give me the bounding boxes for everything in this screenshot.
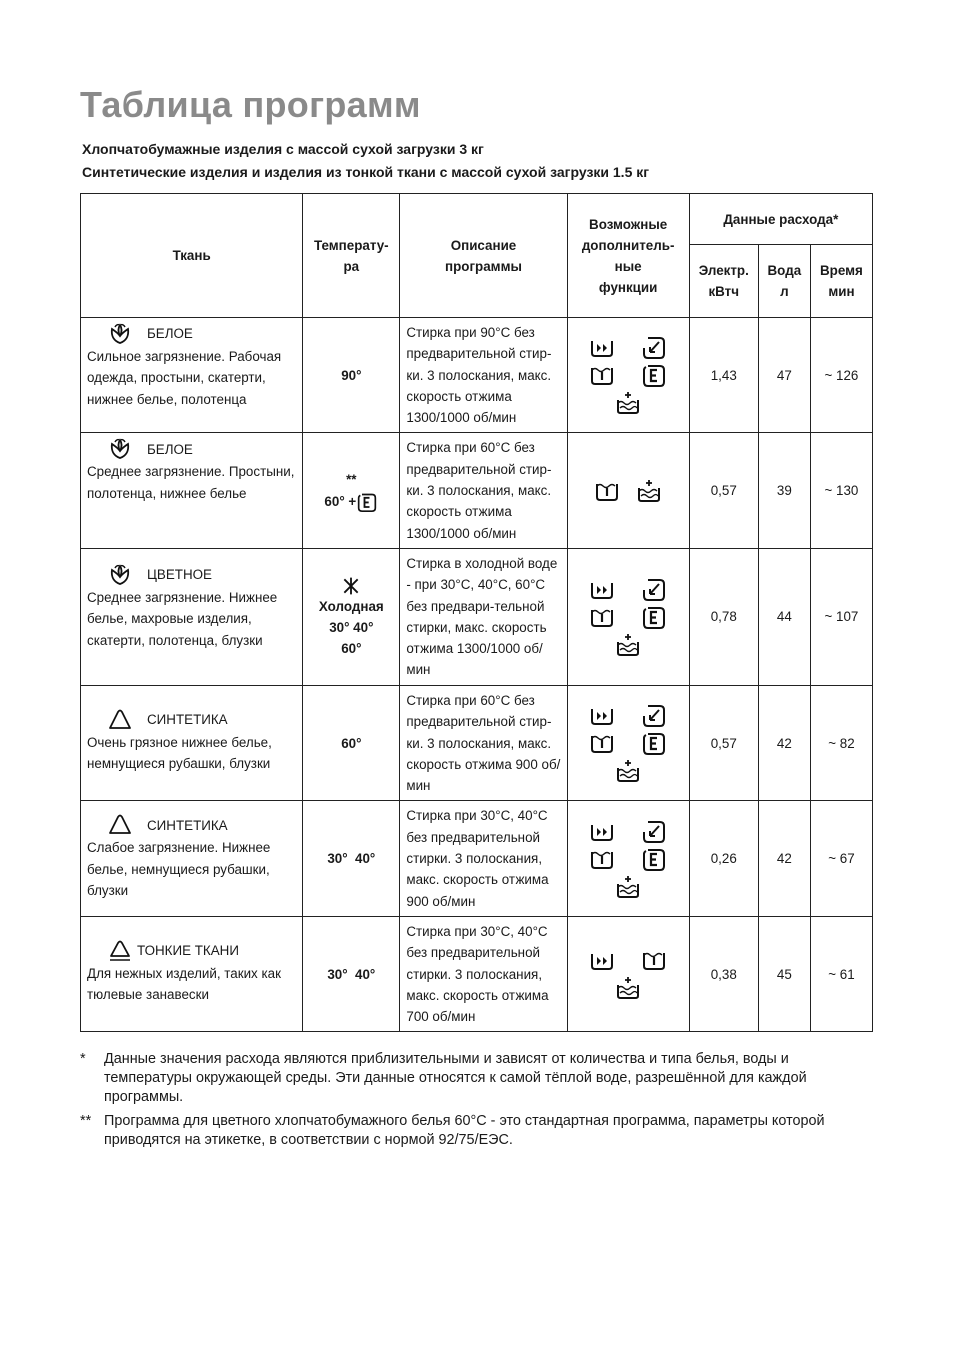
fabric-name: ЦВЕТНОЕ [147, 567, 212, 583]
water-cell: 47 [758, 318, 810, 433]
fabric-desc: Очень грязное нижнее белье, немнущиеся рубашки, блузки [87, 734, 272, 772]
water-cell: 42 [758, 685, 810, 800]
header-description: Описание программы [400, 194, 567, 318]
synthetic-iron-icon [107, 708, 133, 732]
fabric-desc: Сильное загрязнение. Рабочая одежда, простыни, скатерти, нижнее белье, полотенца [87, 349, 282, 407]
temperature-cell: 30° 40° [303, 916, 400, 1031]
prewash-icon [589, 363, 615, 387]
header-consumption: Данные расхода* [689, 194, 872, 245]
fabric-cell [81, 801, 303, 916]
programs-table [80, 193, 873, 1032]
energy-cell: 0,78 [689, 548, 758, 685]
temperature-line: 30° 40° [329, 620, 374, 636]
prewash-icon [589, 605, 615, 629]
temperature-cell [303, 433, 400, 548]
time-cell: ~ 61 [810, 916, 872, 1031]
table-row [81, 916, 873, 1031]
page-title: Таблица программ [80, 84, 421, 125]
delicate-icon [107, 939, 133, 963]
description-cell: Стирка при 90°C без предварительной стир-ки. 3 полоскания, макс. скорость отжима 1300/1000 об/мин [400, 318, 567, 433]
extra-rinse-icon [615, 759, 641, 783]
footnote-mark: ** [80, 1113, 92, 1129]
table-row [81, 685, 873, 800]
temperature-note: ** [346, 472, 357, 488]
temperature-cell: 90° [303, 318, 400, 433]
reduced-spin-icon [641, 819, 667, 843]
quick-wash-icon [589, 577, 615, 601]
economy-icon [641, 605, 667, 629]
prewash-icon [589, 847, 615, 871]
prewash-icon [641, 948, 667, 972]
fabric-desc: Слабое загрязнение. Нижнее белье, немнущиеся рубашки, блузки [87, 840, 271, 899]
extra-rinse-icon [615, 875, 641, 899]
time-cell: ~ 82 [810, 685, 872, 800]
header-energy: Электр. кВтч [689, 245, 758, 318]
fabric-cell [81, 548, 303, 685]
footnote-mark: * [80, 1051, 86, 1067]
extra-rinse-icon [615, 633, 641, 657]
energy-cell: 0,38 [689, 916, 758, 1031]
time-cell: ~ 67 [810, 801, 872, 916]
cotton-flower-icon [107, 563, 133, 587]
header-time: Время мин [810, 245, 872, 318]
subtitle-synthetic: Синтетические изделия и изделия из тонкой ткани с массой сухой загрузки 1.5 кг [82, 164, 650, 180]
temperature-line: Холодная [318, 598, 384, 614]
description-cell: Стирка при 30°C, 40°C без предварительной стирки. 3 полоскания, макс. скорость отжима 900 об/мин [400, 801, 567, 916]
time-cell: ~ 107 [810, 548, 872, 685]
temperature-value: 60° + [324, 493, 357, 509]
extra-rinse-icon [636, 479, 662, 503]
extra-rinse-icon [615, 976, 641, 1000]
cotton-flower-icon [107, 437, 133, 461]
options-cell [567, 318, 689, 433]
time-cell: ~ 130 [810, 433, 872, 548]
time-cell: ~ 126 [810, 318, 872, 433]
water-cell: 45 [758, 916, 810, 1031]
fabric-name: СИНТЕТИКА [147, 817, 228, 833]
fabric-desc: Для нежных изделий, таких как тюлевые занавески [87, 965, 281, 1003]
fabric-cell [81, 916, 303, 1031]
options-cell [567, 916, 689, 1031]
fabric-cell [81, 685, 303, 800]
extra-rinse-icon [615, 391, 641, 415]
footnotes [80, 1050, 873, 1155]
quick-wash-icon [589, 819, 615, 843]
temperature-cell [303, 548, 400, 685]
footnote [80, 1050, 873, 1107]
table-row [81, 433, 873, 548]
fabric-name: БЕЛОЕ [147, 326, 193, 342]
reduced-spin-icon [641, 577, 667, 601]
energy-cell: 0,26 [689, 801, 758, 916]
fabric-cell [81, 318, 303, 433]
options-cell [567, 433, 689, 548]
table-row [81, 318, 873, 433]
fabric-cell [81, 433, 303, 548]
description-cell: Стирка в холодной воде - при 30°C, 40°C, 60°C без предвари-тельной стирки, макс. скорость отжима 1300/1000 об/мин [400, 548, 567, 685]
temperature-cell: 30° 40° [303, 801, 400, 916]
header-fabric: Ткань [81, 194, 303, 318]
economy-icon [641, 731, 667, 755]
fabric-name: БЕЛОЕ [147, 441, 193, 457]
options-cell [567, 801, 689, 916]
table-row [81, 548, 873, 685]
fabric-name: ТОНКИЕ ТКАНИ [137, 943, 239, 959]
prewash-icon [594, 479, 620, 503]
header-temperature: Температу- ра [303, 194, 400, 318]
description-cell: Стирка при 30°C, 40°C без предварительной стирки. 3 полоскания, макс. скорость отжима 700 об/мин [400, 916, 567, 1031]
prewash-icon [589, 731, 615, 755]
options-cell [567, 685, 689, 800]
footnote-text: Программа для цветного хлопчатобумажного белья 60°C - это стандартная программа, параметры которой приводятся на этикетке, в соответствии с нормой 92/75/ЕЭС. [104, 1113, 825, 1148]
cotton-flower-icon [107, 322, 133, 346]
economy-icon [641, 847, 667, 871]
fabric-desc: Среднее загрязнение. Простыни, полотенца, нижнее белье [87, 464, 295, 501]
reduced-spin-icon [641, 335, 667, 359]
energy-cell: 1,43 [689, 318, 758, 433]
water-cell: 42 [758, 801, 810, 916]
water-cell: 39 [758, 433, 810, 548]
quick-wash-icon [589, 703, 615, 727]
temperature-line: 60° [341, 641, 362, 657]
temperature-cell: 60° [303, 685, 400, 800]
quick-wash-icon [589, 335, 615, 359]
description-cell: Стирка при 60°C без предварительной стир-ки. 3 полоскания, макс. скорость отжима 1300/1000 об/мин [400, 433, 567, 548]
fabric-name: СИНТЕТИКА [147, 712, 228, 728]
footnote-text: Данные значения расхода являются приблизительными и зависят от количества и типа белья, воды и температуры окружающей среды. Эти данные относятся к самой тёплой воде, разрешённой для каждой программы. [104, 1051, 807, 1105]
header-options: Возможные дополнитель- ные функции [567, 194, 689, 318]
economy-icon [641, 363, 667, 387]
description-cell: Стирка при 60°C без предварительной стир-ки. 3 полоскания, макс. скорость отжима 900 об/мин [400, 685, 567, 800]
quick-wash-icon [589, 948, 615, 972]
water-cell: 44 [758, 548, 810, 685]
header-water: Вода л [758, 245, 810, 318]
cold-asterisk-icon [340, 576, 362, 596]
subtitle-cotton: Хлопчатобумажные изделия с массой сухой загрузки 3 кг [82, 141, 484, 157]
energy-cell: 0,57 [689, 685, 758, 800]
table-row [81, 801, 873, 916]
synthetic-iron-icon [107, 813, 133, 837]
fabric-desc: Среднее загрязнение. Нижнее белье, махровые изделия, скатерти, полотенца, блузки [87, 589, 278, 648]
reduced-spin-icon [641, 703, 667, 727]
footnote [80, 1112, 873, 1150]
economy-icon [356, 492, 378, 512]
energy-cell: 0,57 [689, 433, 758, 548]
options-cell [567, 548, 689, 685]
